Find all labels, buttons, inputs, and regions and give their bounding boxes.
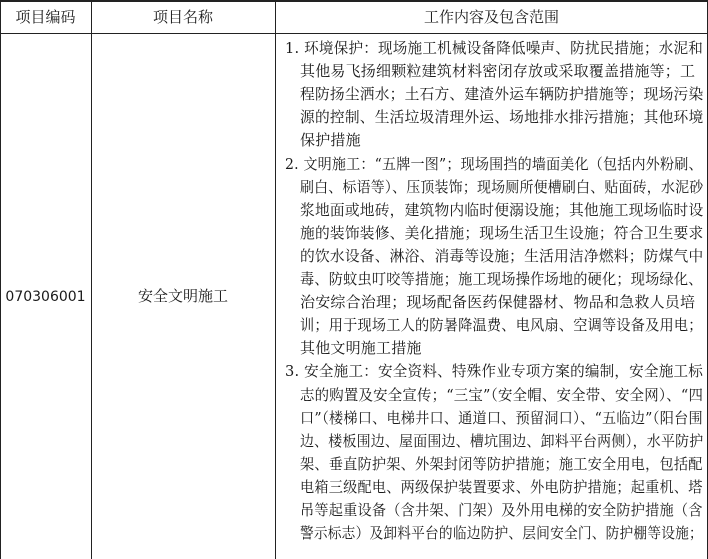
content-line: 志的购置及安全宣传；“三宝”（安全帽、安全带、安全网）、“四 <box>300 385 704 404</box>
header-item-name: 项目名称 <box>152 8 213 26</box>
content-line: 警示标志）及卸料平台的临边防护、层间安全门、防护棚等设施； <box>300 524 703 543</box>
content-line: 治安综合治理；现场配备医药保健器材、物品和急救人员培 <box>300 293 696 312</box>
column-divider-1 <box>91 0 92 559</box>
table-left-border <box>0 0 1 559</box>
content-line: 施的装饰装修、美化措施；现场生活卫生设施；符合卫生要求 <box>300 223 704 242</box>
column-divider-2 <box>275 0 276 559</box>
content-line: 口”（楼梯口、电梯井口、通道口、预留洞口）、“五临边”（阳台围 <box>300 408 703 427</box>
content-line: 毒、防蚊虫叮咬等措施；施工现场操作场地的硬化；现场绿化、 <box>300 270 703 288</box>
content-line: 浆地面或地砖，建筑物内临时便溺设施；其他施工现场临时设 <box>300 200 704 219</box>
content-line: 架、垂直防护架、外架封闭等防护措施；施工安全用电，包括配 <box>300 454 703 473</box>
content-line: 1. 环境保护：现场施工机械设备降低噪声、防扰民措施；水泥和 <box>285 39 704 57</box>
table-top-border <box>0 0 708 2</box>
content-line: 其他易飞扬细颗粒建筑材料密闭存放或采取覆盖措施等；工 <box>300 62 696 81</box>
header-work-content: 工作内容及包含范围 <box>423 8 559 26</box>
content-line: 3. 安全施工：安全资料、特殊作业专项方案的编制，安全施工标 <box>285 362 704 381</box>
content-line: 的饮水设备、淋浴、消毒等设施；生活用洁净燃料；防煤气中 <box>300 246 704 265</box>
content-line: 电箱三级配电、两级保护装置要求、外电防护措施；起重机、塔 <box>300 477 703 496</box>
header-bottom-border <box>0 33 708 34</box>
header-item-code: 项目编码 <box>15 8 76 26</box>
content-line: 源的控制、生活垃圾清理外运、场地排水排污措施；其他环境 <box>300 108 704 127</box>
item-name-cell: 安全文明施工 <box>137 287 228 305</box>
content-line: 吊等起重设备（含井架、门架）及外用电梯的安全防护措施（含 <box>300 501 703 519</box>
content-line: 训；用于现场工人的防暑降温费、电风扇、空调等设备及用电； <box>300 316 703 335</box>
content-line: 其他文明施工措施 <box>300 339 422 358</box>
content-line: 刷白、标语等）、压顶装饰；现场厕所便槽刷白、贴面砖，水泥砂 <box>300 177 704 196</box>
content-line: 程防扬尘洒水；土石方、建渣外运车辆防护措施等；现场污染 <box>300 85 704 104</box>
content-line: 保护措施 <box>300 131 361 150</box>
item-code-cell: 070306001 <box>5 289 86 305</box>
content-line: 2. 文明施工：“五牌一图”；现场围挡的墙面美化（包括内外粉刷、 <box>285 154 703 173</box>
content-line: 边、楼板围边、屋面围边、槽坑围边、卸料平台两侧），水平防护 <box>300 431 704 450</box>
